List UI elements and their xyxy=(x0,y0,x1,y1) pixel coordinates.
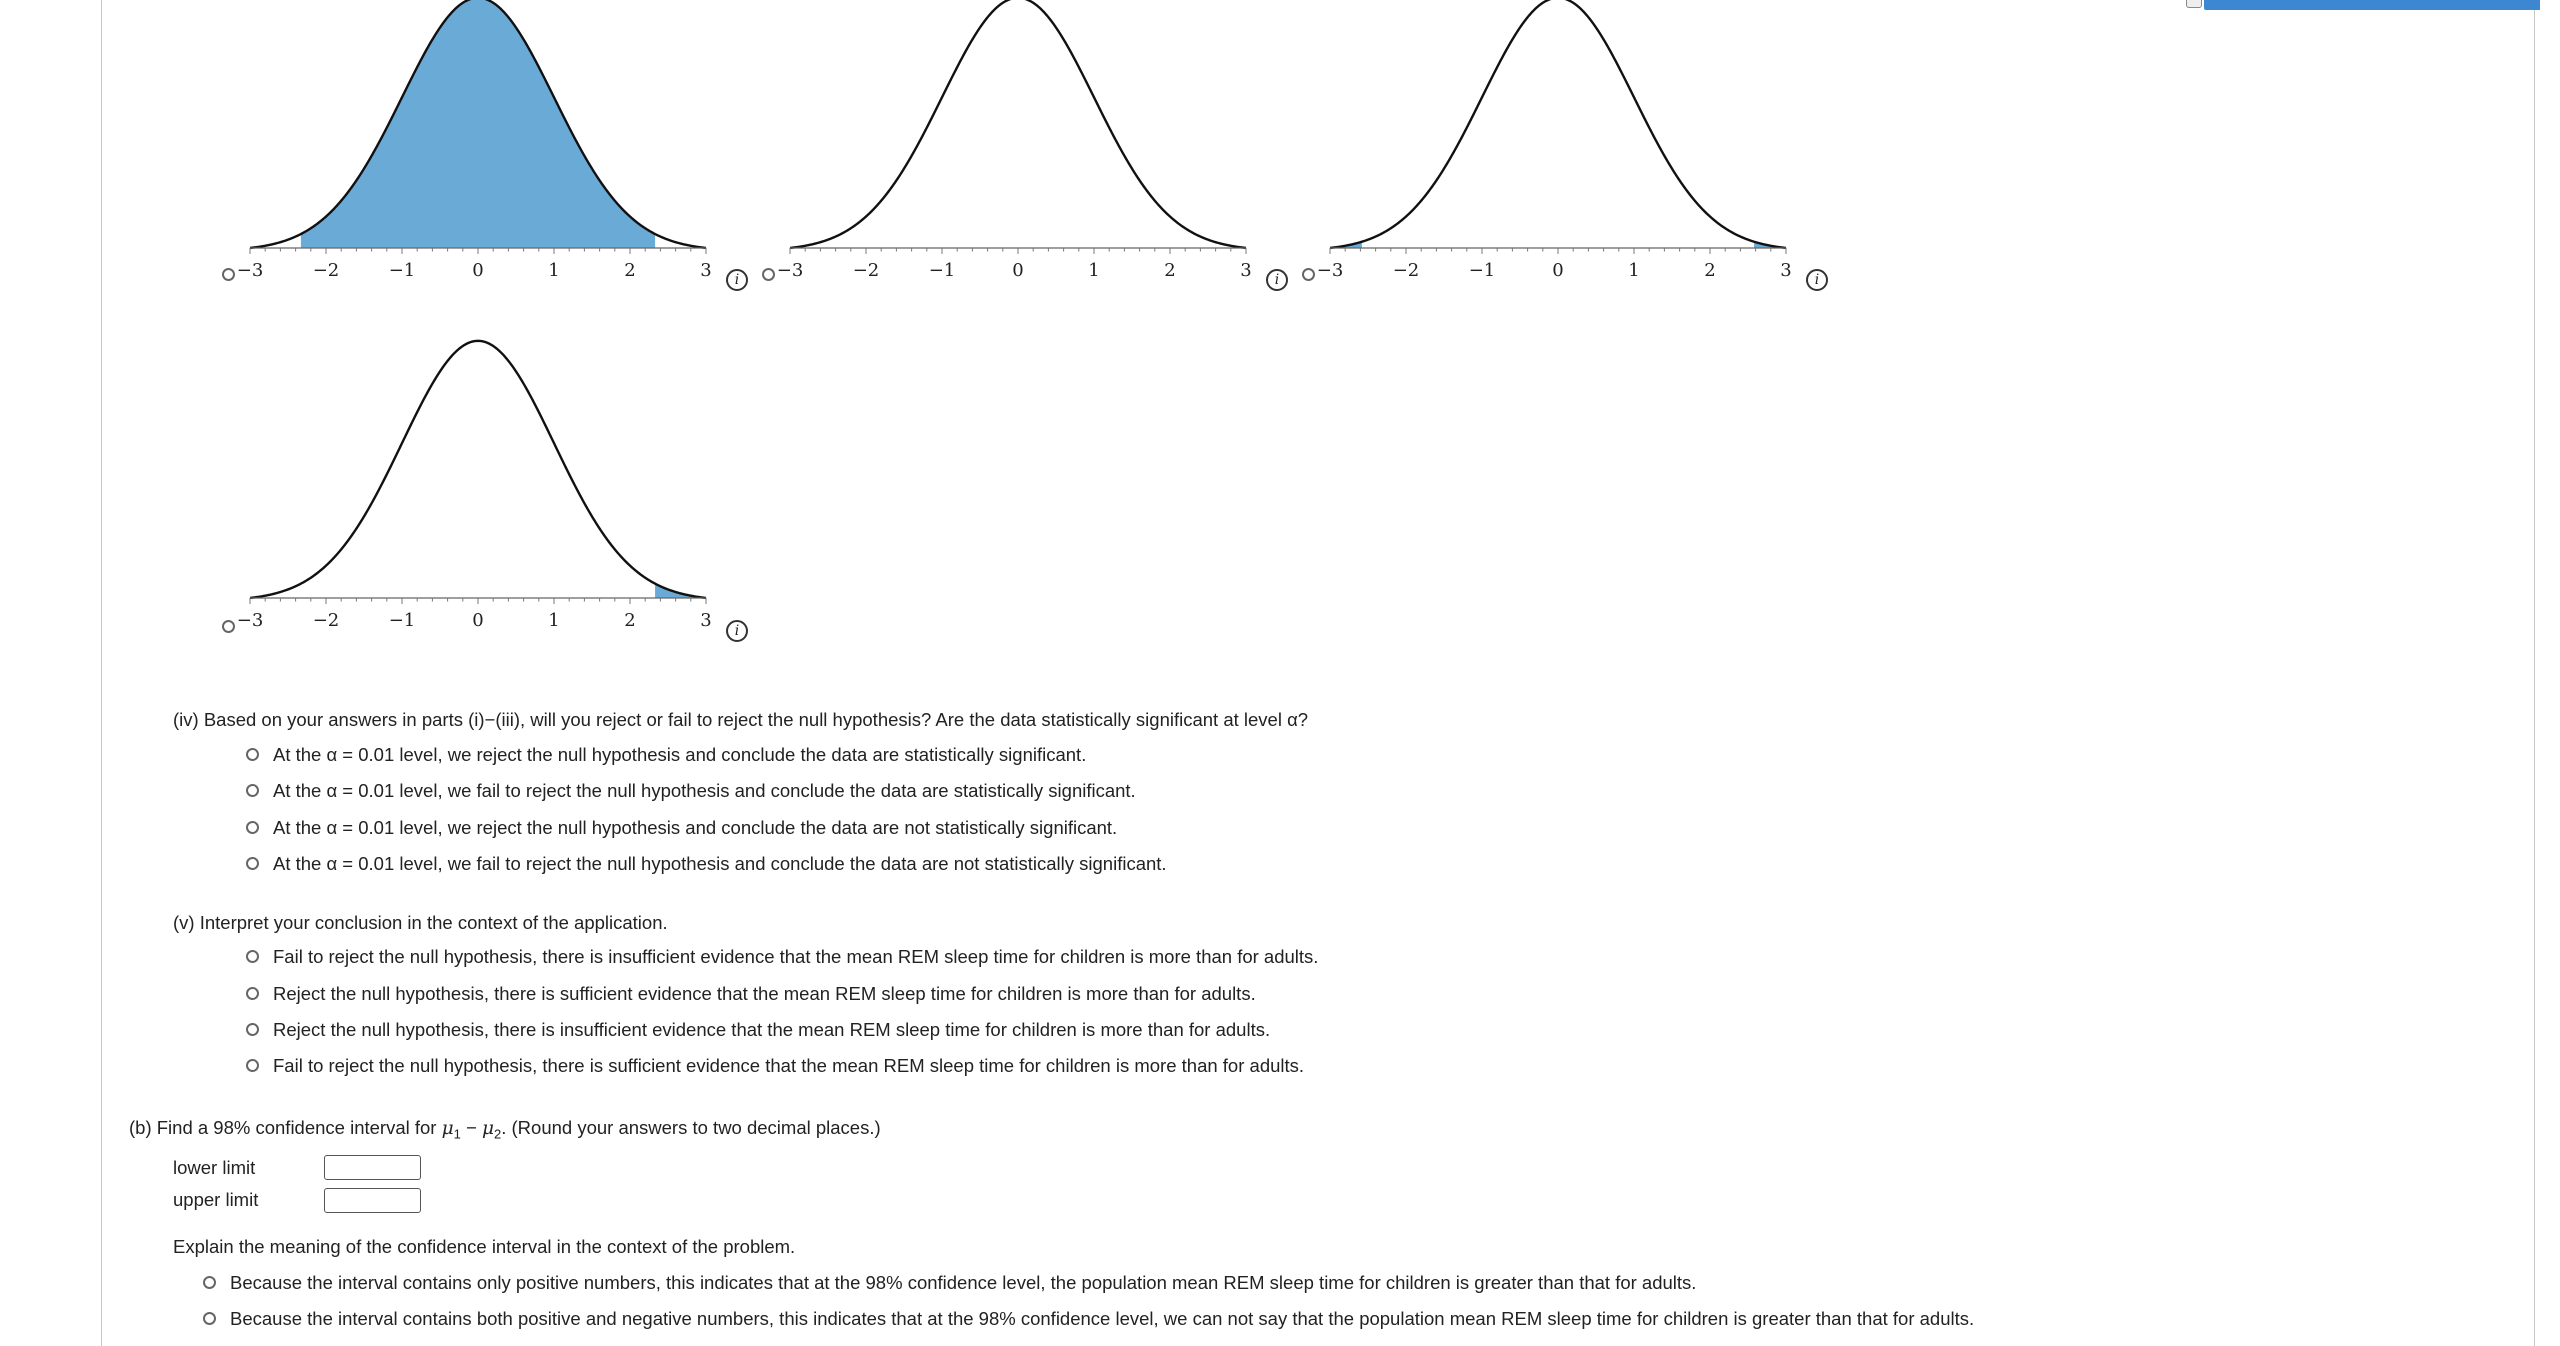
option-label: At the α = 0.01 level, we fail to reject the null hypothesis and conclude the data are not statistically significant. xyxy=(273,853,1167,874)
tick-label: 0 xyxy=(472,610,484,631)
tick-label: 2 xyxy=(624,260,636,281)
mu1-subscript: 1 xyxy=(453,1126,461,1142)
lower-limit-input[interactable] xyxy=(324,1155,421,1180)
tick-label: 2 xyxy=(624,610,636,631)
tick-label: −2 xyxy=(312,260,340,281)
option-label: At the α = 0.01 level, we fail to reject the null hypothesis and conclude the data are statistically significant. xyxy=(273,780,1136,801)
option-label: At the α = 0.01 level, we reject the null hypothesis and conclude the data are not statistically significant. xyxy=(273,817,1118,838)
tick-label: 2 xyxy=(1164,260,1176,281)
option-label: At the α = 0.01 level, we reject the null hypothesis and conclude the data are statistically significant. xyxy=(273,744,1087,765)
plot-option-1-graph xyxy=(236,0,720,300)
info-icon[interactable]: i xyxy=(1806,269,1828,291)
normal-curve xyxy=(790,0,1246,248)
radio-icon[interactable] xyxy=(246,1023,259,1036)
upper-limit-label: upper limit xyxy=(173,1189,259,1210)
mu1-symbol: μ xyxy=(441,1118,454,1139)
tick-label: 3 xyxy=(1780,260,1792,281)
info-icon[interactable]: i xyxy=(726,269,748,291)
upper-limit-input[interactable] xyxy=(324,1188,421,1213)
option-label: Because the interval contains only positive numbers, this indicates that at the 98% confidence level, the population mean REM sleep time for children is greater than that for adults. xyxy=(230,1272,1697,1293)
mu2-symbol: μ xyxy=(481,1118,494,1139)
minus-sign: − xyxy=(460,1117,482,1138)
tick-label: −1 xyxy=(928,260,956,281)
tick-label: −1 xyxy=(388,610,416,631)
tick-label: 3 xyxy=(700,260,712,281)
part-iv-question: (iv) Based on your answers in parts (i)−(iii), will you reject or fail to reject the null hypothesis? Are the data statistically significant at level α? xyxy=(173,709,1309,730)
plot-option-4-graph xyxy=(236,330,720,650)
tick-label: 0 xyxy=(1552,260,1564,281)
radio-icon[interactable] xyxy=(203,1312,216,1325)
tick-label: −1 xyxy=(388,260,416,281)
tick-label: 2 xyxy=(1704,260,1716,281)
radio-icon[interactable] xyxy=(246,784,259,797)
tick-label: 1 xyxy=(1088,260,1100,281)
radio-icon[interactable] xyxy=(246,821,259,834)
tick-label: −1 xyxy=(1468,260,1496,281)
radio-icon[interactable] xyxy=(203,1276,216,1289)
part-v-question: (v) Interpret your conclusion in the context of the application. xyxy=(173,912,668,933)
tick-label: −2 xyxy=(852,260,880,281)
part-b-prefix: (b) Find a 98% confidence interval for xyxy=(129,1117,442,1138)
plot-option-4-radio[interactable] xyxy=(222,620,235,633)
plot-option-2-radio[interactable] xyxy=(762,268,775,281)
tick-label: 1 xyxy=(548,260,560,281)
normal-curve xyxy=(1330,0,1786,248)
radio-icon[interactable] xyxy=(246,857,259,870)
option-label: Because the interval contains both positive and negative numbers, this indicates that at the 98% confidence level, we can not say that the population mean REM sleep time for children is greater than that for adults. xyxy=(230,1308,1975,1329)
tick-label: 3 xyxy=(1240,260,1252,281)
part-b-suffix: . (Round your answers to two decimal places.) xyxy=(501,1117,881,1138)
tick-label: 0 xyxy=(1012,260,1024,281)
option-label: Fail to reject the null hypothesis, there is insufficient evidence that the mean REM sleep time for children is more than for adults. xyxy=(273,946,1319,967)
radio-icon[interactable] xyxy=(246,950,259,963)
lower-limit-label: lower limit xyxy=(173,1157,256,1178)
radio-icon[interactable] xyxy=(246,1059,259,1072)
tick-label: −3 xyxy=(236,260,264,281)
radio-icon[interactable] xyxy=(246,987,259,1000)
radio-icon[interactable] xyxy=(246,748,259,761)
info-icon[interactable]: i xyxy=(1266,269,1288,291)
tick-label: 1 xyxy=(1628,260,1640,281)
option-label: Reject the null hypothesis, there is insufficient evidence that the mean REM sleep time for children is more than for adults. xyxy=(273,1019,1271,1040)
plot-option-2-graph xyxy=(776,0,1260,300)
part-b-question xyxy=(129,1116,881,1147)
plot-option-1-radio[interactable] xyxy=(222,268,235,281)
tick-label: 0 xyxy=(472,260,484,281)
tick-label: −3 xyxy=(776,260,804,281)
top-toolbar-bar xyxy=(2204,0,2540,10)
tick-label: −2 xyxy=(312,610,340,631)
plot-option-3-radio[interactable] xyxy=(1302,268,1315,281)
content-left-border xyxy=(101,0,102,1346)
normal-curve xyxy=(250,341,706,598)
option-label: Fail to reject the null hypothesis, there is sufficient evidence that the mean REM sleep time for children is more than for adults. xyxy=(273,1055,1305,1076)
tick-label: −3 xyxy=(236,610,264,631)
tick-label: −3 xyxy=(1316,260,1344,281)
plot-option-3-graph xyxy=(1316,0,1800,300)
option-label: Reject the null hypothesis, there is sufficient evidence that the mean REM sleep time for children is more than for adults. xyxy=(273,983,1256,1004)
explain-prompt: Explain the meaning of the confidence interval in the context of the problem. xyxy=(173,1236,796,1257)
tick-label: 1 xyxy=(548,610,560,631)
shaded-region xyxy=(301,0,655,248)
info-icon[interactable]: i xyxy=(726,620,748,642)
content-right-border xyxy=(2534,0,2535,1346)
scroll-handle[interactable] xyxy=(2186,0,2202,8)
mu2-subscript: 2 xyxy=(494,1126,502,1142)
tick-label: 3 xyxy=(700,610,712,631)
tick-label: −2 xyxy=(1392,260,1420,281)
